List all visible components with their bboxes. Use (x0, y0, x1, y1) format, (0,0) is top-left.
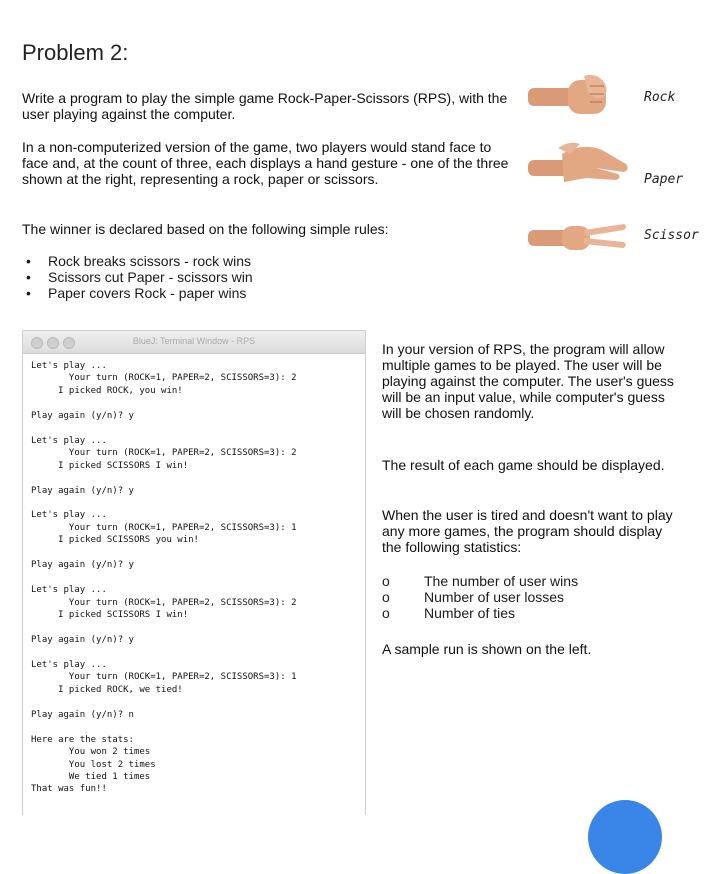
bullet-icon: • (26, 285, 31, 301)
sample-note: A sample run is shown on the left. (382, 641, 592, 657)
result-paragraph: The result of each game should be displayed. (382, 457, 665, 473)
circle-bullet-icon: o (382, 573, 390, 589)
list-item: • Scissors cut Paper - scissors win (26, 269, 253, 285)
list-item: o Number of user losses (382, 589, 565, 605)
stats-intro-paragraph: When the user is tired and doesn't want to play any more games, the program should display the following statistics: (382, 507, 673, 555)
list-item: • Paper covers Rock - paper wins (26, 285, 247, 301)
description-paragraph: In a non-computerized version of the game, two players would stand face to face and, at the count of three, each displays a hand gesture - one of the three shown at the right, representing a rock, paper or scissors. (22, 139, 509, 187)
paper-label: Paper (644, 172, 684, 187)
stats-list (382, 573, 578, 621)
floating-action-button[interactable] (588, 800, 662, 874)
rock-hand-icon (528, 72, 628, 118)
list-item: o The number of user wins (382, 573, 579, 589)
terminal-title-bar (23, 331, 365, 354)
list-item: o Number of ties (382, 605, 516, 621)
rules-intro: The winner is declared based on the following simple rules: (22, 221, 389, 237)
list-item: • Rock breaks scissors - rock wins (26, 253, 252, 269)
rock-label: Rock (644, 90, 676, 105)
terminal-title: BlueJ: Terminal Window - RPS (132, 336, 256, 346)
circle-bullet-icon: o (382, 589, 390, 605)
bullet-icon: • (26, 269, 31, 285)
circle-bullet-icon: o (382, 605, 390, 621)
rules-list (22, 253, 253, 301)
scissors-label: Scissor (644, 228, 699, 243)
requirements-paragraph: In your version of RPS, the program will allow multiple games to be played. The user will be playing against the computer. The user's guess will be an input value, while computer's guess will be chosen randomly. (382, 341, 674, 421)
bullet-icon: • (26, 253, 31, 269)
terminal-window (22, 330, 366, 815)
terminal-output: Let's play ... Your turn (ROCK=1, PAPER=2, SCISSORS=3): 2 I picked ROCK, you win! Play again (y/n)? y Let's play ... Your turn (ROCK=1, PAPER=2, SCISSORS=3): 2 I picked SCISSORS I win! Play again (y/n)? y Let's play ... Your turn (ROCK=1, PAPER=2, SCISSORS=3): 1 I picked SCISSORS you win! Play again (y/n)? y Let's play ... Your turn (ROCK=1, PAPER=2, SCISSORS=3): 2 I picked SCISSORS I win! Play again (y/n)? y Let's play ... Your turn (ROCK=1, PAPER=2, SCISSORS=3): 1 I picked ROCK, we tied! Play again (y/n)? n Here are the stats: You won 2 times You lost 2 times We tied 1 times That was fun!! (31, 361, 297, 795)
scissors-hand-icon (528, 212, 628, 258)
paper-hand-icon (528, 140, 628, 190)
page-title: Problem 2: (22, 40, 129, 65)
intro-paragraph: Write a program to play the simple game Rock-Paper-Scissors (RPS), with the user playing against the computer. (22, 90, 508, 122)
